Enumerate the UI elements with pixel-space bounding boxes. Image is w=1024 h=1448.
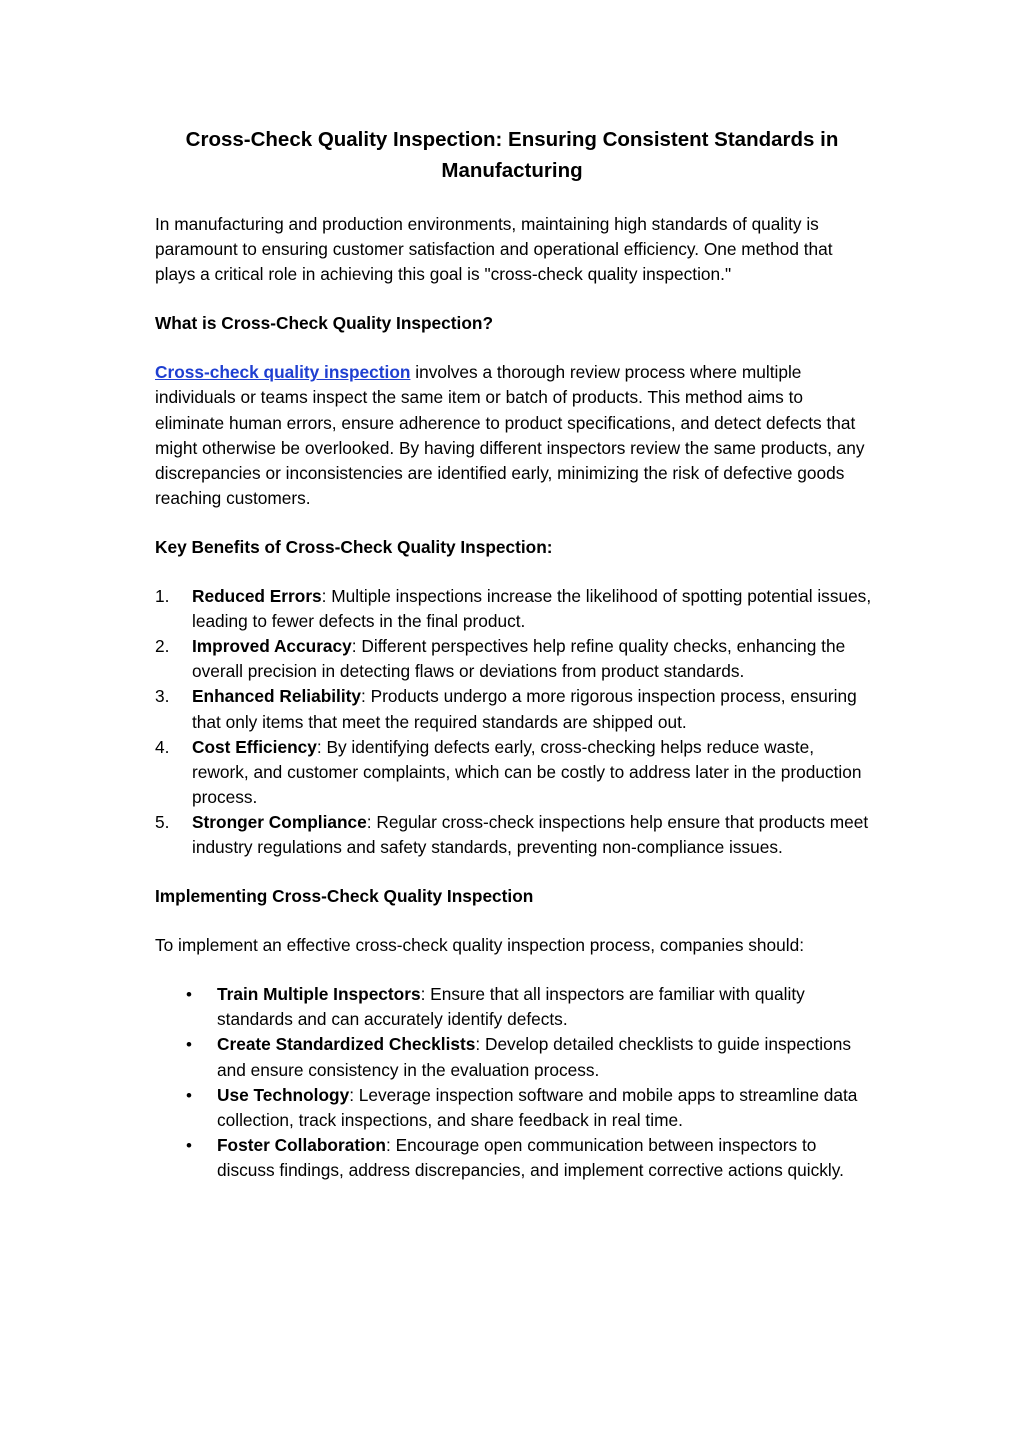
- benefit-term: Stronger Compliance: [192, 811, 367, 832]
- list-item: [155, 684, 873, 734]
- bullet-icon: •: [186, 1085, 192, 1105]
- section-heading-implementing: Implementing Cross-Check Quality Inspection: [155, 886, 534, 907]
- list-number: 1.: [155, 586, 170, 607]
- list-number: 2.: [155, 636, 170, 657]
- list-item: [155, 634, 873, 684]
- document-title: Cross-Check Quality Inspection: Ensuring Consistent Standards in Manufacturing: [185, 128, 839, 182]
- list-number: 4.: [155, 736, 170, 757]
- document-page: [155, 124, 873, 1183]
- bullet-icon: •: [186, 1035, 192, 1055]
- list-item: [155, 584, 873, 634]
- step-text: : Develop detailed checklists to guide inspections and ensure consistency in the evaluation process.: [217, 1034, 851, 1080]
- benefit-term: Reduced Errors: [192, 586, 322, 607]
- benefit-text: : Regular cross-check inspections help ensure that products meet industry regulations and safety standards, preventing non-compliance issues.: [192, 811, 869, 857]
- list-item: [155, 1083, 873, 1133]
- step-term: Foster Collaboration: [217, 1134, 386, 1155]
- list-item: [155, 810, 873, 860]
- list-item: [155, 1032, 873, 1082]
- list-item: [155, 735, 873, 810]
- cross-check-link[interactable]: Cross-check quality inspection: [155, 362, 411, 383]
- step-term: Create Standardized Checklists: [217, 1034, 476, 1055]
- benefit-term: Improved Accuracy: [192, 636, 352, 657]
- benefit-text: : Multiple inspections increase the likelihood of spotting potential issues, leading to fewer defects in the final product.: [192, 586, 872, 632]
- step-text: : Leverage inspection software and mobile apps to streamline data collection, track inspections, and share feedback in real time.: [217, 1084, 858, 1130]
- benefit-text: : By identifying defects early, cross-checking helps reduce waste, rework, and customer complaints, which can be costly to address later in the production process.: [192, 736, 862, 807]
- definition-paragraph: [155, 360, 873, 511]
- step-text: : Ensure that all inspectors are familiar with quality standards and can accurately identify defects.: [217, 984, 805, 1030]
- intro-paragraph: In manufacturing and production environments, maintaining high standards of quality is paramount to ensuring customer satisfaction and operational efficiency. One method that plays a critical role in achieving this goal is "cross-check quality inspection.": [155, 214, 833, 285]
- list-item: [155, 1133, 873, 1183]
- benefit-text: : Different perspectives help refine quality checks, enhancing the overall precision in detecting flaws or deviations from product standards.: [192, 636, 846, 682]
- list-item: [155, 982, 873, 1032]
- benefit-text: : Products undergo a more rigorous inspection process, ensuring that only items that meet the required standards are shipped out.: [192, 686, 857, 732]
- bullet-icon: •: [186, 985, 192, 1005]
- benefit-term: Cost Efficiency: [192, 736, 317, 757]
- section-heading-what-is: What is Cross-Check Quality Inspection?: [155, 313, 494, 334]
- implementing-lead-paragraph: To implement an effective cross-check quality inspection process, companies should:: [155, 935, 805, 956]
- definition-text: involves a thorough review process where multiple individuals or teams inspect the same item or batch of products. This method aims to eliminate human errors, ensure adherence to product specifications, and detect defects that might otherwise be overlooked. By having different inspectors review the same products, any discrepancies or inconsistencies are identified early, minimizing the risk of defective goods reaching customers.: [155, 362, 865, 508]
- step-term: Train Multiple Inspectors: [217, 984, 421, 1005]
- benefits-list: [155, 584, 873, 860]
- bullet-icon: •: [186, 1135, 192, 1155]
- section-heading-key-benefits: Key Benefits of Cross-Check Quality Inspection:: [155, 536, 553, 557]
- implementation-steps-list: [155, 982, 873, 1183]
- step-term: Use Technology: [217, 1084, 350, 1105]
- step-text: : Encourage open communication between inspectors to discuss findings, address discrepancies, and implement corrective actions quickly.: [217, 1134, 844, 1180]
- benefit-term: Enhanced Reliability: [192, 686, 362, 707]
- list-number: 3.: [155, 686, 170, 707]
- list-number: 5.: [155, 811, 170, 832]
